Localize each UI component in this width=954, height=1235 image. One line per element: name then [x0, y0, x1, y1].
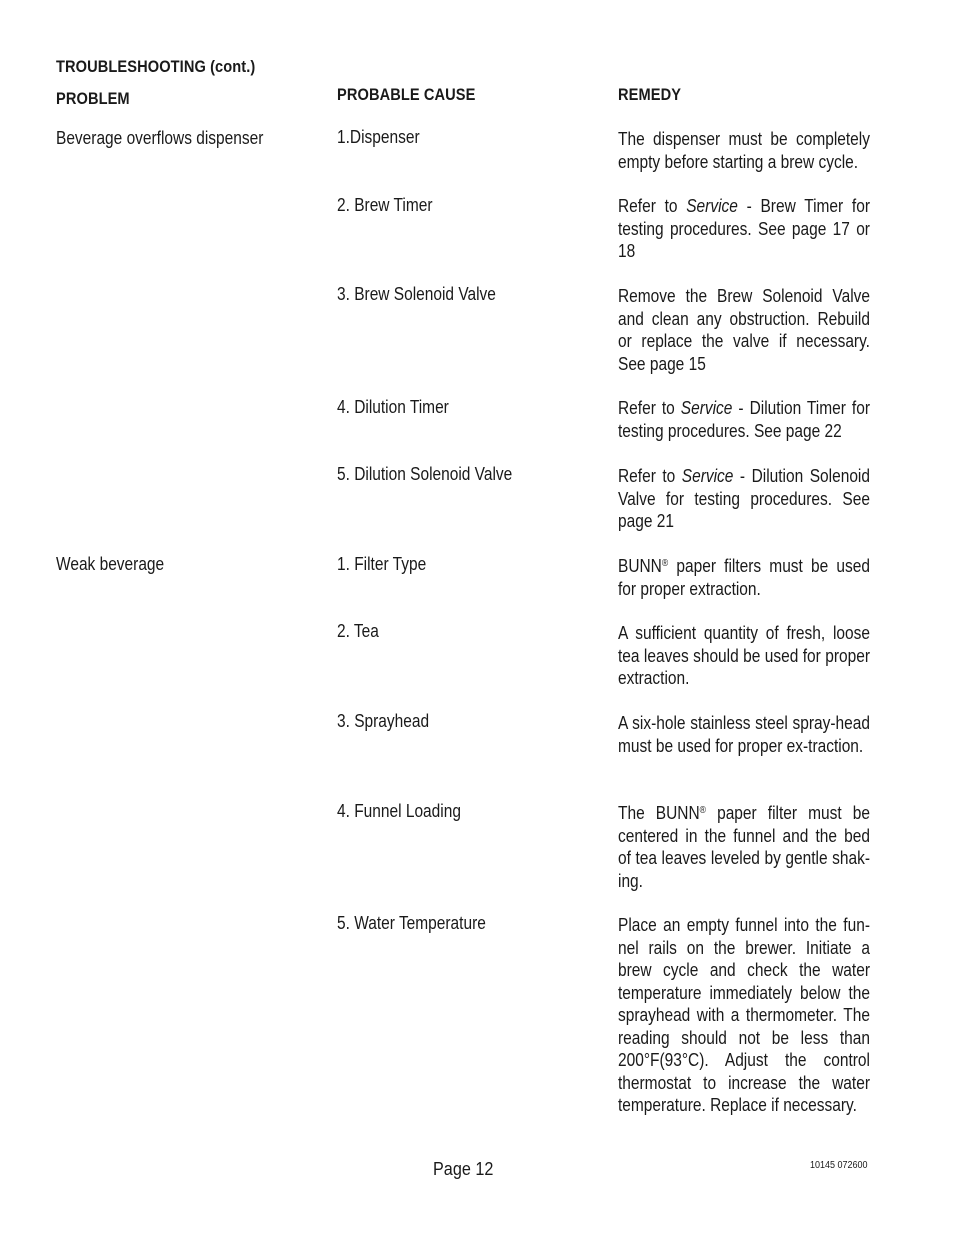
remedy-italic-text: Service [681, 466, 734, 486]
remedy-dispenser [618, 128, 870, 173]
remedy-tea [618, 622, 870, 690]
cause-water-temperature: 5. Water Temperature [337, 913, 486, 933]
remedy-text: Refer to [618, 398, 681, 418]
document-code: 10145 072600 [810, 1160, 868, 1171]
remedy-funnel-loading [618, 802, 870, 892]
remedy-text: A six-hole stainless steel spray-head must be used for proper ex-traction. [618, 713, 870, 756]
cause-dilution-timer: 4. Dilution Timer [337, 397, 449, 417]
remedy-text: - Dilution Timer for testing procedures. See page 22 [618, 398, 870, 441]
remedy-text: Refer to [618, 196, 687, 216]
cause-tea: 2. Tea [337, 621, 379, 641]
cause-brew-timer: 2. Brew Timer [337, 195, 433, 215]
remedy-text: - Brew Timer for testing procedures. See page 17 or 18 [618, 196, 870, 261]
remedy-brew-solenoid-valve [618, 285, 870, 375]
section-title: TROUBLESHOOTING (cont.) [56, 57, 256, 76]
column-header-problem: PROBLEM [56, 89, 130, 108]
cause-filter-type: 1. Filter Type [337, 554, 427, 574]
cause-sprayhead: 3. Sprayhead [337, 711, 430, 731]
problem-weak-beverage: Weak beverage [56, 554, 165, 574]
remedy-italic-text: Service [680, 398, 733, 418]
remedy-text: paper filters must be used for proper extraction. [618, 556, 870, 599]
remedy-italic-text: Service [686, 196, 738, 216]
remedy-text: Refer to [618, 466, 682, 486]
column-header-probable-cause: PROBABLE CAUSE [337, 85, 476, 104]
remedy-text: A sufficient quantity of fresh, loose tea leaves should be used for proper extraction. [618, 623, 870, 688]
remedy-brew-timer [618, 195, 870, 263]
cause-dilution-solenoid-valve: 5. Dilution Solenoid Valve [337, 464, 513, 484]
remedy-dilution-solenoid-valve [618, 465, 870, 533]
remedy-text: Place an empty funnel into the fun-nel rails on the brewer. Initiate a brew cycle and check the water temperature immediately below the sprayhead with a thermometer. The reading should not be less than 200°F(93°C). Adjust the control thermostat to increase the water temperature. Replace if necessary. [618, 915, 870, 1115]
cause-dispenser: 1.Dispenser [337, 127, 420, 147]
remedy-text: The BUNN [618, 803, 700, 823]
remedy-text: Remove the Brew Solenoid Valve and clean any obstruction. Rebuild or replace the valve if necessary. See page 15 [618, 286, 870, 374]
remedy-text: paper filter must be centered in the funnel and the bed of tea leaves leveled by gentle shak-ing. [618, 803, 870, 891]
remedy-dilution-timer [618, 397, 870, 442]
page-number: Page 12 [433, 1159, 494, 1179]
column-header-remedy: REMEDY [618, 85, 682, 104]
remedy-sprayhead [618, 712, 870, 757]
remedy-filter-type [618, 555, 870, 600]
remedy-text: The dispenser must be completely empty before starting a brew cycle. [618, 129, 870, 172]
registered-mark: ® [699, 805, 706, 816]
remedy-water-temperature [618, 914, 870, 1117]
registered-mark: ® [661, 558, 669, 569]
problem-beverage-overflows: Beverage overflows dispenser [56, 128, 264, 148]
cause-brew-solenoid-valve: 3. Brew Solenoid Valve [337, 284, 496, 304]
cause-funnel-loading: 4. Funnel Loading [337, 801, 461, 821]
remedy-text: BUNN [618, 556, 662, 576]
remedy-text: - Dilution Solenoid Valve for testing procedures. See page 21 [618, 466, 870, 531]
